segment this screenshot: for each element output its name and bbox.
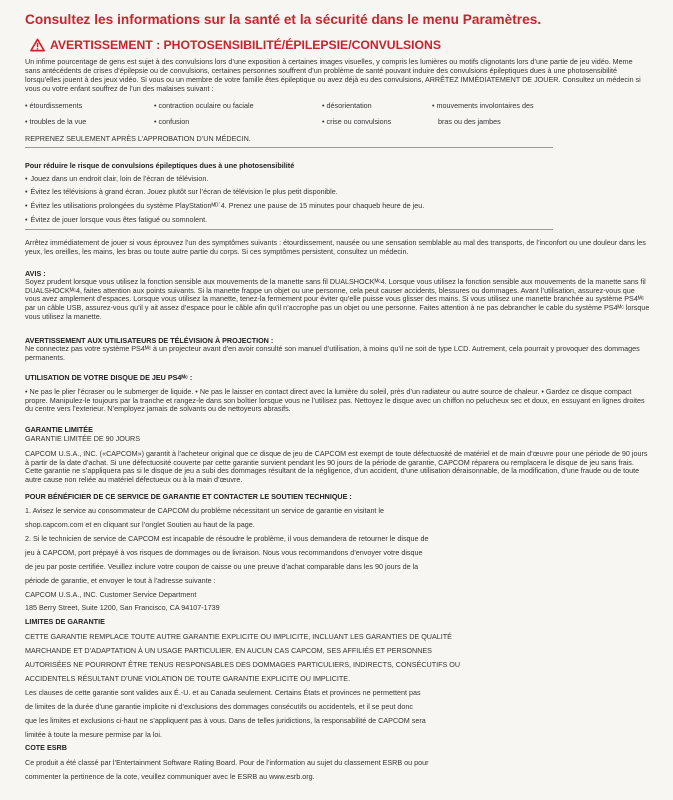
avis-text: Soyez prudent lorsque vous utilisez la fonction sensible aux mouvements de la manette sans fil DUALSHOCKᴹᶜ4. Lorsque vous utilisez la fonction sensible aux mouvements de la manette sans fil DUALSHOCKᴹᶜ4, faites attention aux points suivants. Si la manette frappe un objet ou une personne, cela peut causer accidents, blessures ou dommages. Avant l’utilisation, assurez-vous que vous avez amplement d’espaces. Lorsque vous utilisez la manette, tenez-la fermement pour éviter qu’elle puisse vous glisser des mains. Si vous utilisez une manette branchée au système PS4ᴹᶜ par un câble USB, assurez-vous qu’il y ait assez d’espace pour le câble afin qu’il n’accrophe pas un objet ou une personne. Faites attention à ne pas debrancher le cable du système PS4ᴹᶜ lorsque vous utilisez la manette. (25, 277, 650, 321)
limits-line: MARCHANDE ET D’ADAPTATION À UN USAGE PARTICULIER. EN AUCUN CAS CAPCOM, SES AFFILIÉS ET PERSONNES (25, 646, 432, 655)
service-line: CAPCOM U.S.A., INC. Customer Service Department (25, 590, 197, 599)
service-line: shop.capcom.com et en cliquant sur l’onglet Soutien au haut de la page. (25, 520, 255, 529)
projection-text: Ne connectez pas votre système PS4ᴹᶜ à un projecteur avant d’en avoir consulté son manuel d’utilisation, à moins qu’il ne soit de type LCD. Autrement, cela pourrait y provoquer des dommages permanents. (25, 344, 640, 362)
reduce-item: • Évitez les utilisations prolongées du système PlayStationᴹᴰ´4. Prenez une pause de 15 minutes pour chaqueb heure de jeu. (25, 201, 424, 210)
projection-heading: AVERTISSEMENT AUX UTILISATEURS DE TÉLÉVISION À PROJECTION : (25, 336, 274, 345)
service-line: de jeu par poste certifiée. Veuillez inclure votre coupon de caisse ou une preuve d’achat comparable dans les 90 jours de la (25, 562, 419, 571)
limits-line: que les limites et exclusions ci-haut ne s’appliquent pas à vous. Dans de telles juridictions, la responsabilité de CAPCOM sera (25, 716, 426, 725)
limits-line: Les clauses de cette garantie sont valides aux É.-U. et au Canada seulement. Certains États et provinces ne permettent pas (25, 688, 421, 697)
symptom-item: • confusion (154, 117, 190, 126)
service-line: période de garantie, et envoyer le tout à l’adresse suivante : (25, 576, 216, 585)
symptom-item: • troubles de la vue (25, 117, 87, 126)
service-line: 2. Si le technicien de service de CAPCOM est incapable de résoudre le problème, il vous demandera de retourner le disque de (25, 534, 429, 543)
limits-line: limitée à toute la mesure permise par la loi. (25, 730, 163, 739)
limits-line: AUTORISÉES NE POURRONT ÊTRE TENUS RESPONSABLES DES DOMMAGES PARTICULIERS, INDIRECTS, CONSÉCUTIFS OU (25, 660, 461, 669)
symptom-col-2 (154, 101, 254, 126)
symptom-item: bras ou des jambes (438, 117, 501, 126)
limits-line: de limites de la durée d’une garantie implicite ni d’exclusions des dommages consécutifs ou accidentels, et il se peut donc (25, 702, 413, 711)
symptom-col-1 (25, 101, 86, 126)
stop-paragraph: Arrêtez immédiatement de jouer si vous éprouvez l’un des symptômes suivants : étourdissement, nausée ou une sensation semblable au mal des transports, de l’inconfort ou une douleur dans les yeux, les oreilles, les mains, les bras ou toute autre partie du corps. Si ces symptômes persistent, consultez un médecin. (25, 238, 646, 256)
disc-heading: UTILISATION DE VOTRE DISQUE DE JEU PS4ᴹᶜ : (25, 373, 193, 382)
reduce-heading: Pour réduire le risque de convulsions épileptiques dues à une photosensibilité (25, 161, 295, 170)
limits-line: ACCIDENTELS RÉSULTANT D’UNE VIOLATION DE TOUTE GARANTIE EXPLICITE OU IMPLICITE. (25, 674, 351, 683)
symptom-col-4 (432, 101, 534, 126)
avis-heading: AVIS : (25, 269, 46, 278)
warranty-heading: GARANTIE LIMITÉE (25, 425, 93, 434)
service-line: jeu à CAPCOM, port prépayé à vos risques de dommages ou de livraison. Nous vous recommandons d’envoyer votre disque (25, 548, 423, 557)
symptom-item: • crise ou convulsions (322, 117, 392, 126)
symptom-item: • étourdissements (25, 101, 83, 110)
divider (25, 147, 553, 148)
warning-heading-row (30, 36, 441, 54)
service-heading: POUR BÉNÉFICIER DE CE SERVICE DE GARANTIE ET CONTACTER LE SOUTIEN TECHNIQUE : (25, 492, 352, 501)
warning-triangle-icon (30, 38, 45, 52)
warranty-text: CAPCOM U.S.A., INC. («CAPCOM») garantit à l’acheteur original que ce disque de jeu de CAPCOM est exempt de toute défectuosité de matériel et de main d’œuvre pour une période de 90 jours à partir de la date d’achat. Si une défectuosité couverte par cette garantie survient pendant les 90 jours de la période de garantie, CAPCOM réparera ou remplacera le disque de jeu sans frais. Cette garantie ne s’appliquera pas si le disque de jeu a subi des dommages résultant de la négligence, d’un accident, d’une utilisation déraisonnable, de la modification, d’une fraude ou de toute autre cause non reliée au matériel défectueux ou à la main d’œuvre. (25, 449, 648, 485)
limits-line: CETTE GARANTIE REMPLACE TOUTE AUTRE GARANTIE EXPLICITE OU IMPLICITE, INCLUANT LES GARANTIES DE QUALITÉ (25, 632, 452, 641)
symptom-item: • mouvements involontaires des (432, 101, 534, 110)
reduce-item: • Évitez les télévisions à grand écran. Jouez plutôt sur l’écran de télévision le plus petit disponible. (25, 187, 338, 196)
service-line: 1. Avisez le service au consommateur de CAPCOM du problème nécessitant un service de garantie en visitant le (25, 506, 385, 515)
symptom-item: • désorientation (322, 101, 372, 110)
reduce-item: • Jouez dans un endroit clair, loin de l’écran de télévision. (25, 174, 208, 183)
esrb-line: commenter la pertinence de la cote, veuillez communiquer avec le ESRB au www.esrb.org. (25, 772, 315, 781)
disc-text: • Ne pas le plier l’écraser ou le submerger de liquide. • Ne pas le laisser en contact direct avec la lumière du soleil, près d’un radiateur ou autre source de chaleur. • Gardez ce disque compact propre. Manipulez-le toujours par la tranche et rangez-le dans son boîtier lorsque vous ne l’utilisez pas. Nettoyez le disque avec un chiffon no pelucheux sec et doux, en essuyant en lignes droites du centre vers l’exterieur. N’employez jamais de solvants ou de nettoyeurs abrasifs. (25, 387, 645, 414)
esrb-heading: COTE ESRB (25, 743, 67, 752)
warning-intro: Un infime pourcentage de gens est sujet à des convulsions lors d’une exposition à certaines images visuelles, y compris les lumières ou motifs clignotants lors d’une partie de jeu vidéo. Meme sans antécédents de crises d’épilepsie ou de convulsions, certaines personnes souffrent d’un problème de santé pouvant induire des convulsions épileptiques dues à une photosensibilité lorsqu’elles jouent à des jeux vidéo. Si vous ou un membre de votre famille êtes épileptique ou avez déjà eu des convulsions, ARRÊTEZ IMMÉDIATEMENT DE JOUER. Consultez un médecin si vous ou votre enfant souffrez de l’un des malaises suivant : (25, 57, 641, 93)
esrb-line: Ce produit a été classé par l’Entertainment Software Rating Board. Pour de l’information au sujet du classement ESRB ou pour (25, 758, 429, 767)
divider (25, 229, 553, 230)
symptom-item: • contraction oculaire ou faciale (154, 101, 254, 110)
symptom-col-3 (322, 101, 391, 126)
reduce-item: • Évitez de jouer lorsque vous êtes fatigué ou somnolent. (25, 215, 207, 224)
warranty-subheading: GARANTIE LIMITÉE DE 90 JOURS (25, 434, 141, 443)
limits-heading: LIMITES DE GARANTIE (25, 617, 105, 626)
resume-note: REPRENEZ SEULEMENT APRÈS L’APPROBATION D’UN MÉDECIN. (25, 134, 251, 143)
warning-heading: AVERTISSEMENT : PHOTOSENSIBILITÉ/ÉPILEPSIE/CONVULSIONS (50, 38, 441, 52)
service-line: 185 Berry Street, Suite 1200, San Francisco, CA 94107-1739 (25, 603, 220, 612)
page-title: Consultez les informations sur la santé et la sécurité dans le menu Paramètres. (25, 12, 542, 27)
